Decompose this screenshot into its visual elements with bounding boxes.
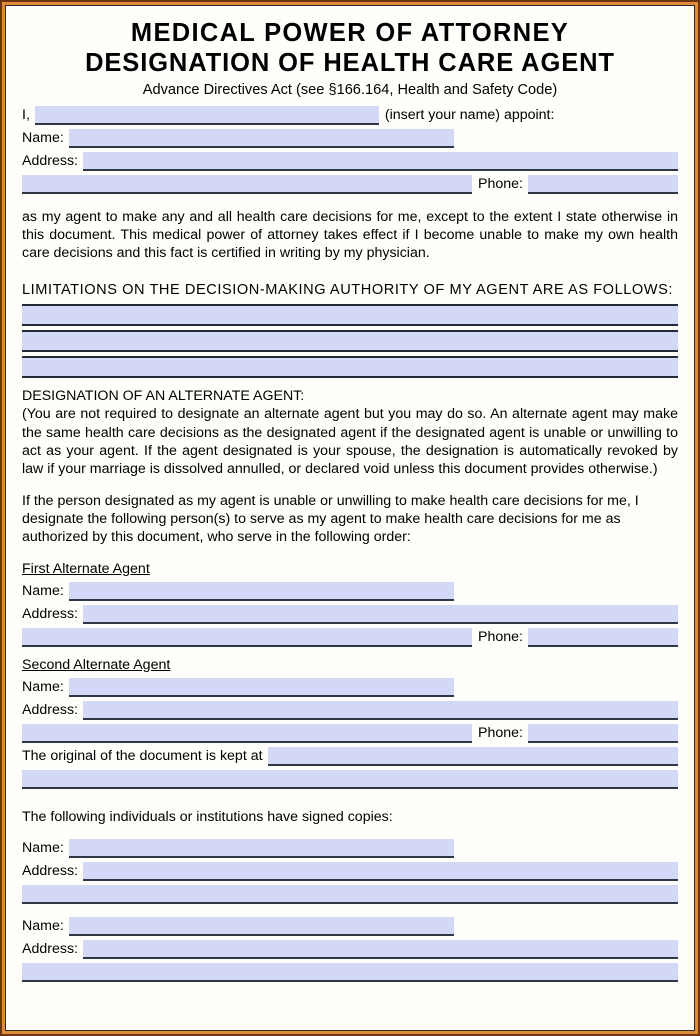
- signed-copy-1-address2-row: [22, 885, 678, 904]
- original-location-input[interactable]: [268, 747, 678, 766]
- document-subtitle: Advance Directives Act (see §166.164, Health and Safety Code): [142, 82, 558, 99]
- signed-copy-2-address-label: Address:: [22, 940, 78, 957]
- second-alternate-phone-label: Phone:: [478, 724, 523, 741]
- second-alternate-address2-phone-row: [22, 724, 678, 743]
- limitations-blank-line[interactable]: [22, 356, 678, 378]
- original-location-line2-input[interactable]: [22, 770, 678, 789]
- signed-copy-1-address-input[interactable]: [83, 862, 678, 881]
- first-alternate-address-row: [22, 605, 678, 624]
- declarant-prefix-label: I,: [22, 107, 30, 124]
- first-alternate-name-label: Name:: [22, 582, 64, 599]
- first-alternate-agent-section: [22, 560, 678, 647]
- signed-copy-2-address2-row: [22, 963, 678, 982]
- first-alternate-address2-phone-row: [22, 628, 678, 647]
- first-alternate-address-line2-input[interactable]: [22, 628, 472, 647]
- declarant-name-row: [22, 106, 678, 125]
- agent-phone-input[interactable]: [528, 175, 678, 194]
- first-alternate-name-input[interactable]: [69, 582, 454, 601]
- signed-copy-1-address-label: Address:: [22, 862, 78, 879]
- signed-copy-2-name-label: Name:: [22, 917, 64, 934]
- page-frame-inner: [5, 5, 695, 1031]
- declarant-name-input[interactable]: [35, 106, 379, 125]
- agent-name-input[interactable]: [69, 129, 454, 148]
- signed-copy-1-address-row: [22, 862, 678, 881]
- signed-copy-2-address-line2-input[interactable]: [22, 963, 678, 982]
- original-location-row: [22, 747, 678, 766]
- declarant-suffix-label: (insert your name) appoint:: [384, 107, 555, 124]
- agent-address-input[interactable]: [83, 152, 678, 171]
- second-alternate-name-input[interactable]: [69, 678, 454, 697]
- second-alternate-address-input[interactable]: [83, 701, 678, 720]
- second-alternate-address-line2-input[interactable]: [22, 724, 472, 743]
- first-alternate-address-label: Address:: [22, 605, 78, 622]
- first-alternate-agent-heading: First Alternate Agent: [22, 560, 150, 577]
- agent-address-row: [22, 152, 678, 171]
- agent-address-label: Address:: [22, 153, 78, 170]
- agent-authority-paragraph: as my agent to make any and all health care decisions for me, except to the extent I state otherwise in this document. This medical power of attorney takes effect if I become unable to make my own health care decisions and this fact is certified in writing by my physician.: [22, 209, 678, 262]
- agent-name-label: Name:: [22, 130, 64, 147]
- alternate-agent-intro: If the person designated as my agent is unable or unwilling to make health care decisions for me, I designate the following person(s) to serve as my agent to make health care decisions for me as authorized by this document, who serve in the following order:: [22, 492, 639, 545]
- limitations-blank-line[interactable]: [22, 304, 678, 326]
- document-title-line-1: MEDICAL POWER OF ATTORNEY: [130, 19, 570, 47]
- signed-copies-heading: The following individuals or institutions have signed copies:: [22, 808, 393, 825]
- original-location-row-2: [22, 770, 678, 789]
- second-alternate-name-row: [22, 678, 678, 697]
- signed-copy-1-name-row: [22, 839, 678, 858]
- document-title-line-2: DESIGNATION OF HEALTH CARE AGENT: [85, 49, 615, 78]
- document-body: [6, 6, 694, 1030]
- first-alternate-address-input[interactable]: [83, 605, 678, 624]
- limitations-blank-line[interactable]: [22, 330, 678, 352]
- first-alternate-name-row: [22, 582, 678, 601]
- signed-copy-1-address-line2-input[interactable]: [22, 885, 678, 904]
- first-alternate-phone-input[interactable]: [528, 628, 678, 647]
- agent-name-row: [22, 129, 678, 148]
- limitations-blank-lines: [22, 304, 678, 378]
- signed-copy-1-name-label: Name:: [22, 839, 64, 856]
- agent-phone-label: Phone:: [478, 176, 523, 193]
- signed-copy-2-name-input[interactable]: [69, 917, 454, 936]
- limitations-heading: LIMITATIONS ON THE DECISION-MAKING AUTHORITY OF MY AGENT ARE AS FOLLOWS:: [22, 282, 674, 299]
- second-alternate-agent-section: [22, 656, 678, 743]
- signed-copy-1-name-input[interactable]: [69, 839, 454, 858]
- second-alternate-address-row: [22, 701, 678, 720]
- original-location-label: The original of the document is kept at: [22, 747, 263, 764]
- signed-copy-entry-1: [22, 839, 678, 904]
- agent-address-line2-input[interactable]: [22, 175, 472, 194]
- second-alternate-agent-heading: Second Alternate Agent: [22, 656, 171, 673]
- agent-address2-phone-row: [22, 175, 678, 194]
- first-alternate-phone-label: Phone:: [478, 628, 523, 645]
- second-alternate-name-label: Name:: [22, 678, 64, 695]
- second-alternate-phone-input[interactable]: [528, 724, 678, 743]
- signed-copy-2-address-row: [22, 940, 678, 959]
- alternate-agent-heading: DESIGNATION OF AN ALTERNATE AGENT:: [22, 388, 305, 405]
- second-alternate-address-label: Address:: [22, 701, 78, 718]
- alternate-agent-note: (You are not required to designate an alternate agent but you may do so. An alternate agent may make the same health care decisions as the designated agent if the designated agent is unable or unwilling to act as your agent. If the agent designated is your spouse, the designation is automatically revoked by law if your marriage is dissolved annulled, or declared void unless this document provides otherwise.): [22, 406, 678, 477]
- signed-copy-2-address-input[interactable]: [83, 940, 678, 959]
- signed-copy-2-name-row: [22, 917, 678, 936]
- signed-copy-entry-2: [22, 917, 678, 982]
